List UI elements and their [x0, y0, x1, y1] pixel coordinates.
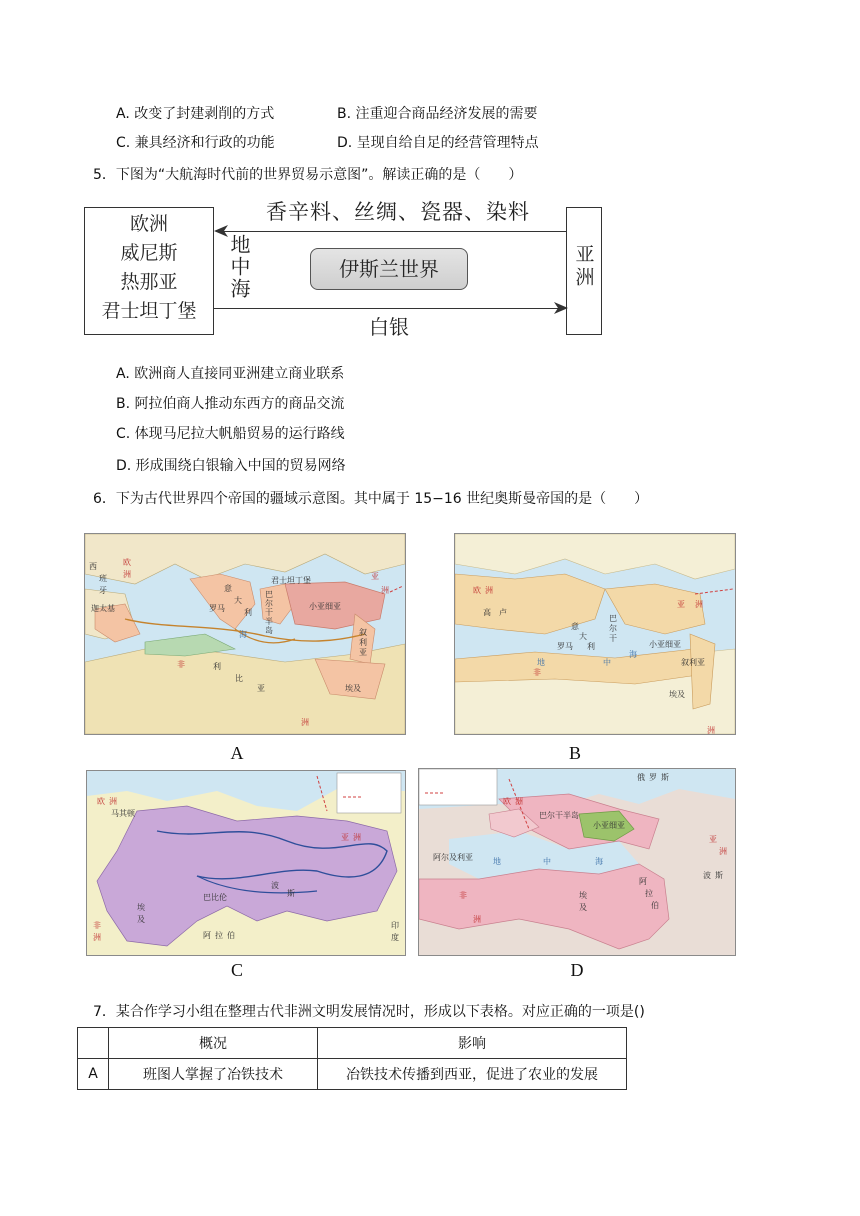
q5-stem: 5．下图为“大航海时代前的世界贸易示意图”。解读正确的是（ ） [93, 167, 523, 183]
map-label: 非 [459, 891, 467, 900]
map-label: 干 [265, 608, 273, 617]
map-label: 地 [493, 857, 501, 866]
map-label: 意 [224, 584, 232, 593]
map-label: 拉 [645, 889, 653, 898]
map-label: 波 [271, 881, 279, 890]
asia-box [566, 207, 602, 335]
map-label: 西 [89, 562, 97, 571]
map-label: 洲 [301, 718, 309, 727]
map-label: 利 [587, 642, 595, 651]
map-label: 洲 [485, 586, 493, 595]
q7-table [77, 1027, 627, 1090]
asia-label: 亚洲 [572, 244, 595, 290]
map-label: 洲 [515, 797, 523, 806]
map-label: 斯 [715, 871, 723, 880]
table-row [78, 1059, 627, 1090]
map-d [418, 768, 736, 956]
map-label: 洲 [707, 726, 715, 735]
map-label: 伯 [227, 931, 235, 940]
map-label: 大 [579, 632, 587, 641]
map-label: 卢 [499, 608, 507, 617]
map-label: 亚 [709, 835, 717, 844]
map-label: 阿 [203, 931, 211, 940]
map-label: 欧 [503, 797, 511, 806]
map-label: 亚 [257, 684, 265, 693]
map-label: 海 [595, 857, 603, 866]
map-label: 小亚细亚 [593, 821, 625, 830]
map-label: 斯 [661, 773, 669, 782]
europe-line: 君士坦丁堡 [101, 300, 197, 322]
map-label: 埃及 [345, 684, 361, 693]
map-label: 君士坦丁堡 [271, 576, 311, 585]
map-label: 埃 [137, 903, 145, 912]
q5-option-c: C. 体现马尼拉大帆船贸易的运行路线 [116, 426, 345, 442]
map-c-caption: C [230, 960, 243, 980]
map-label: 意 [571, 622, 579, 631]
map-label: 海 [239, 630, 247, 639]
map-label: 尔 [609, 624, 617, 633]
map-label: 小亚细亚 [309, 602, 341, 611]
europe-line: 热那亚 [120, 271, 178, 293]
map-label: 伯 [651, 901, 659, 910]
map-label: 亚 [371, 572, 379, 581]
map-label: 马其顿 [111, 809, 135, 818]
map-label: 利 [359, 638, 367, 647]
q7-stem: 7．某合作学习小组在整理古代非洲文明发展情况时，形成以下表格。对应正确的一项是() [93, 1004, 645, 1020]
map-label: 非 [533, 668, 541, 677]
map-label: 欧 [473, 586, 481, 595]
q4-option-b: B. 注重迎合商品经济发展的需要 [337, 106, 538, 122]
table-cell: 冶铁技术传播到西亚，促进了农业的发展 [318, 1059, 627, 1090]
map-label: 半 [265, 617, 273, 626]
map-d-caption: D [570, 960, 584, 980]
top-arrow-line [216, 231, 566, 232]
map-b [454, 533, 736, 735]
q4-option-a: A. 改变了封建剥削的方式 [116, 106, 275, 122]
goods-top-label: 香辛料、丝绸、瓷器、染料 [266, 200, 530, 224]
q5-option-d: D. 形成围绕白银输入中国的贸易网络 [116, 458, 346, 474]
map-label: 罗 [649, 773, 657, 782]
islamic-world-box: 伊斯兰世界 [310, 248, 468, 290]
map-label: 利 [244, 608, 252, 617]
table-header-cell [78, 1028, 109, 1059]
map-label: 洲 [695, 600, 703, 609]
europe-box [84, 207, 214, 335]
q4-option-c: C. 兼具经济和行政的功能 [116, 135, 275, 151]
map-b-caption: B [568, 743, 581, 763]
map-label: 比 [235, 674, 243, 683]
map-label: 中 [603, 658, 611, 667]
map-label: 海 [629, 650, 637, 659]
table-header-cell: 概况 [109, 1028, 318, 1059]
map-label: 拉 [215, 931, 223, 940]
map-label: 巴 [609, 614, 617, 623]
q5-option-b: B. 阿拉伯商人推动东西方的商品交流 [116, 396, 345, 412]
q6-stem: 6．下为古代世界四个帝国的疆域示意图。其中属于 15−16 世纪奥斯曼帝国的是（ ） [93, 491, 649, 507]
trade-diagram [82, 196, 604, 342]
map-label: 巴尔干半岛 [539, 811, 579, 820]
map-label: 洲 [353, 833, 361, 842]
map-label: 利 [213, 662, 221, 671]
map-c [86, 770, 406, 956]
map-label: 阿尔及利亚 [433, 853, 473, 862]
map-label: 亚 [677, 600, 685, 609]
table-cell: A [78, 1059, 109, 1090]
q5-option-a: A. 欧洲商人直接同亚洲建立商业联系 [116, 366, 345, 382]
map-label: 叙 [359, 628, 367, 637]
map-label: 班 [99, 574, 107, 583]
map-label: 迦太基 [91, 604, 115, 613]
map-label: 牙 [99, 586, 107, 595]
map-label: 欧 [97, 797, 105, 806]
map-label: 俄 [637, 773, 645, 782]
sea-label: 地中海 [227, 234, 251, 300]
top-arrow-head [214, 225, 228, 237]
map-label: 巴比伦 [203, 893, 227, 902]
map-label: 波 [703, 871, 711, 880]
map-label: 尔 [265, 599, 273, 608]
map-label: 亚 [341, 833, 349, 842]
map-label: 洲 [719, 847, 727, 856]
goods-bottom-label: 白银 [369, 315, 409, 339]
map-label: 洲 [123, 570, 131, 579]
map-label: 非 [93, 921, 101, 930]
map-label: 地 [537, 658, 545, 667]
map-label: 大 [234, 596, 242, 605]
europe-line: 欧洲 [129, 213, 168, 235]
bottom-arrow-head [554, 302, 568, 314]
map-a-caption: A [230, 743, 244, 763]
map-label: 阿 [639, 877, 647, 886]
map-label: 岛 [265, 626, 273, 635]
map-label: 洲 [109, 797, 117, 806]
map-label: 欧 [123, 558, 131, 567]
map-label: 及 [579, 903, 587, 912]
map-label: 埃 [579, 891, 587, 900]
map-label: 斯 [287, 889, 295, 898]
map-label: 叙利亚 [681, 658, 705, 667]
map-label: 罗马 [209, 604, 225, 613]
map-label: 埃及 [669, 690, 685, 699]
map-label: 洲 [473, 915, 481, 924]
map-label: 高 [483, 608, 491, 617]
table-header-row [78, 1028, 627, 1059]
table-cell: 班图人掌握了冶铁技术 [109, 1059, 318, 1090]
map-label: 罗马 [557, 642, 573, 651]
map-label: 亚 [359, 648, 367, 657]
map-label: 中 [543, 857, 551, 866]
table-header-cell: 影响 [318, 1028, 627, 1059]
map-label: 巴 [265, 590, 273, 599]
map-label: 印 [391, 921, 399, 930]
europe-line: 威尼斯 [120, 242, 178, 264]
map-label: 及 [137, 915, 145, 924]
q4-option-d: D. 呈现自给自足的经营管理特点 [337, 135, 539, 151]
map-label: 非 [177, 660, 185, 669]
map-label: 洲 [381, 586, 389, 595]
map-label: 小亚细亚 [649, 640, 681, 649]
map-label: 干 [609, 634, 617, 643]
bottom-arrow-line [214, 308, 564, 309]
map-label: 洲 [93, 933, 101, 942]
map-label: 度 [391, 933, 399, 942]
map-a [84, 533, 406, 735]
